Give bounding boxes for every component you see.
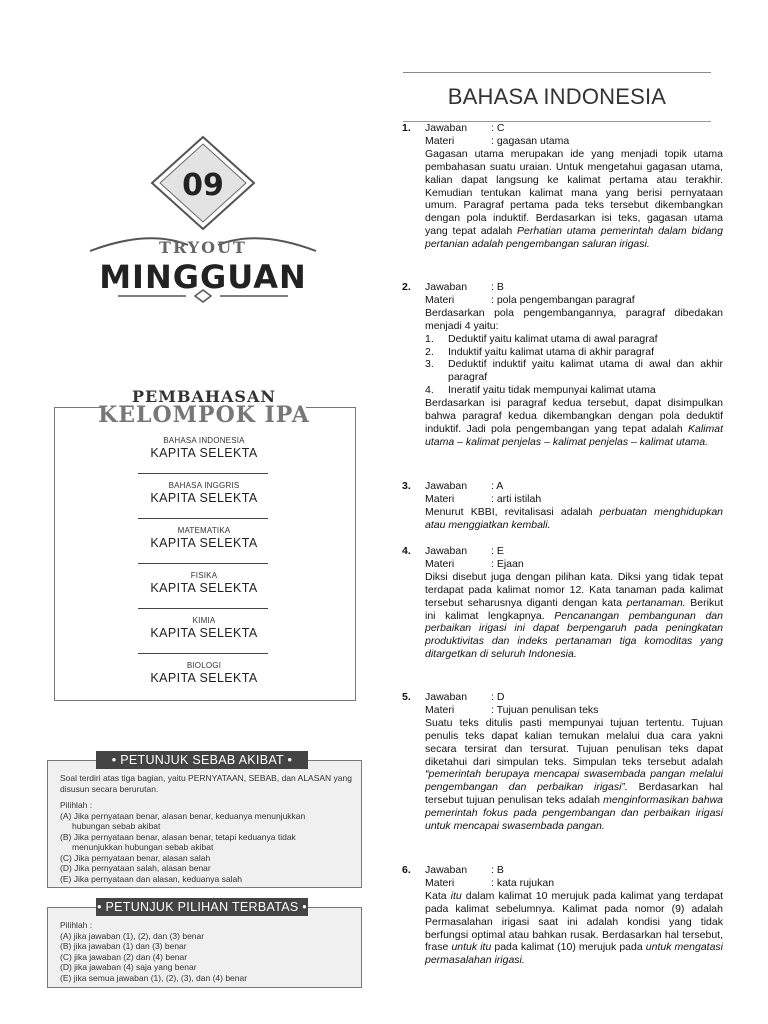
item-number: 6. [402, 864, 411, 876]
subject-item: BAHASA INDONESIA KAPITA SELEKTA [150, 436, 258, 460]
item-number: 2. [402, 281, 411, 293]
item-number: 3. [402, 480, 411, 492]
subject-item: KIMIA KAPITA SELEKTA [150, 616, 258, 640]
title-rule-top [403, 72, 711, 73]
pembahasan-subtitle: KELOMPOK IPA [98, 402, 310, 428]
item-number: 1. [402, 122, 411, 134]
subject-item: BAHASA INGGRIS KAPITA SELEKTA [150, 481, 258, 505]
badge-line1: TRYOUT [159, 238, 247, 257]
subject-item: FISIKA KAPITA SELEKTA [150, 571, 258, 595]
pembahasan-title: PEMBAHASAN [132, 387, 276, 406]
page-title: BAHASA INDONESIA [447, 84, 667, 109]
petunjuk-sebab-akibat-text: Soal terdiri atas tiga bagian, yaitu PERNYATAAN, SEBAB, dan ALASAN yang disusun secara berurutan. Pilihlah : (A) Jika pernyataan benar, alasan benar, keduanya menunjukkan hubungan sebab akibat (B) Jika pernyataan benar, alasan benar, tetapi keduanya tidak menunjukkan hubungan sebab akibat (C) Jika pernyataan benar, alasan salah (D) Jika pernyataan salah, alasan benar (E) Jika pernyataan dan alasan, keduanya salah [60, 773, 352, 884]
tryout-badge-logo [88, 133, 318, 323]
subject-item: MATEMATIKA KAPITA SELEKTA [150, 526, 258, 550]
petunjuk-pilihan-terbatas-heading: • PETUNJUK PILIHAN TERBATAS • [97, 900, 307, 914]
item-number: 4. [402, 545, 411, 557]
petunjuk-pilihan-terbatas-text: Pilihlah : (A) jika jawaban (1), (2), dan (3) benar (B) jika jawaban (1) dan (3) benar (C) jika jawaban (2) dan (4) benar (D) jika jawaban (4) saja yang benar (E) jika semua jawaban (1), (2), (3), dan (4) benar [60, 920, 248, 983]
item-number: 5. [402, 691, 411, 703]
badge-line2: MINGGUAN [99, 258, 307, 296]
left-column [0, 0, 380, 1024]
subject-item: BIOLOGI KAPITA SELEKTA [150, 661, 258, 685]
badge-number: 09 [182, 168, 224, 203]
petunjuk-sebab-akibat-heading: • PETUNJUK SEBAB AKIBAT • [96, 751, 308, 769]
